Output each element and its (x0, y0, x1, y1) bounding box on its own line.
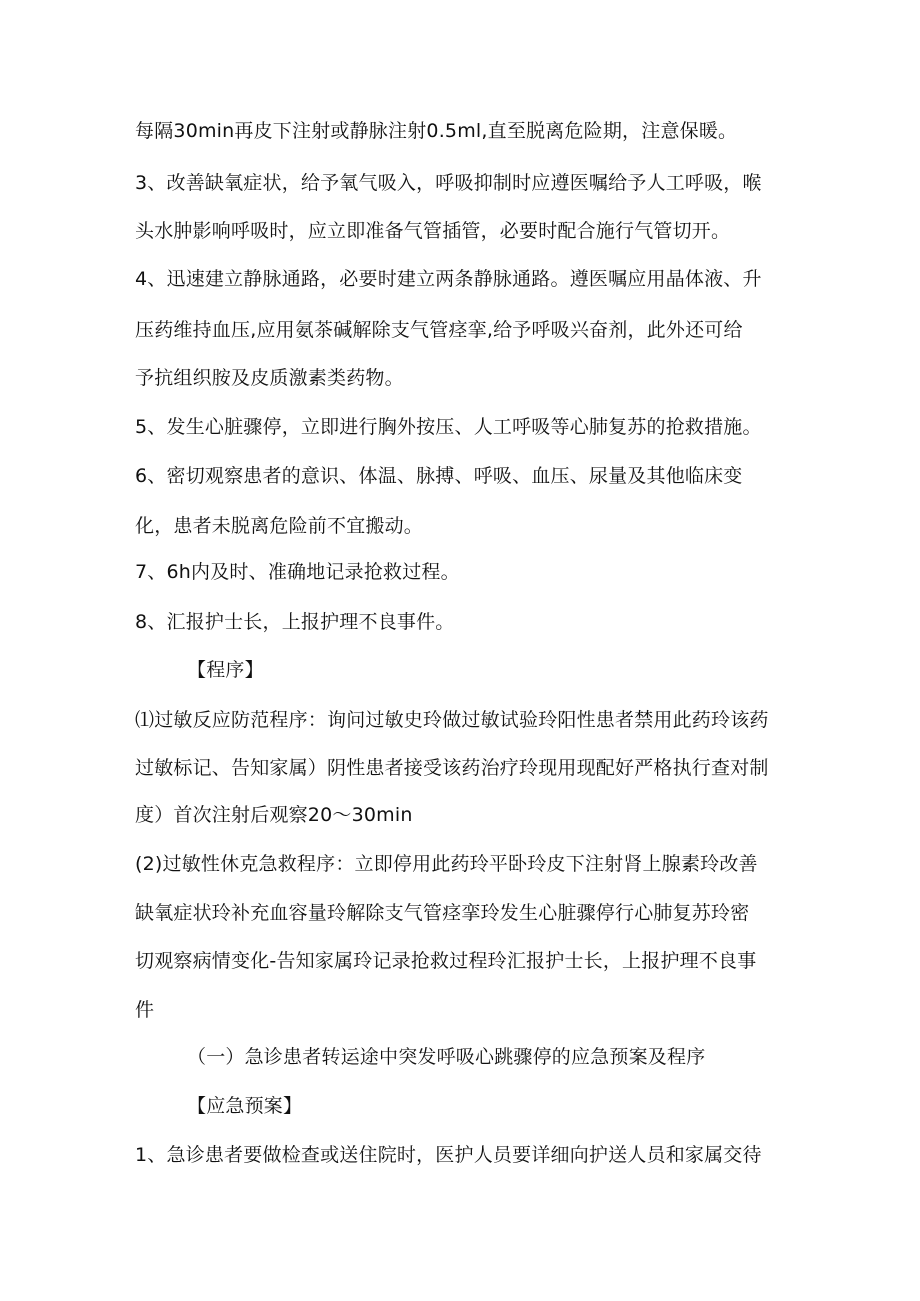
procedure-line-5: 缺氧症状玲补充血容量玲解除支气管痉挛玲发生心脏骤停行心肺复苏玲密 (135, 902, 750, 924)
body-line-2: 3、改善缺氧症状，给予氧气吸入，呼吸抑制时应遵医嘱给予人工呼吸，喉 (135, 172, 762, 194)
section-heading-procedure: 【程序】 (187, 659, 264, 681)
body-line-7: 5、发生心脏骤停，立即进行胸外按压、人工呼吸等心肺复苏的抢救措施。 (135, 416, 762, 438)
procedure-line-2: 过敏标记、告知家属）阴性患者接受该药治疗玲现用现配好严格执行查对制 (135, 757, 769, 779)
procedure-line-7: 件 (135, 999, 155, 1021)
body-line-4: 4、迅速建立静脉通路，必要时建立两条静脉通路。遵医嘱应用晶体液、升 (135, 268, 762, 290)
procedure-line-6: 切观察病情变化-告知家属玲记录抢救过程玲汇报护士长，上报护理不良事 (135, 950, 757, 972)
body-line-5: 压药维持血压,应用氨茶碱解除支气管痉挛,给予呼吸兴奋剂，此外还可给 (135, 319, 743, 341)
procedure-line-4: (2)过敏性休克急救程序：立即停用此药玲平卧玲皮下注射肾上腺素玲改善 (135, 853, 758, 875)
section-heading-emergency-plan: 【应急预案】 (187, 1095, 303, 1117)
procedure-line-1: ⑴过敏反应防范程序：询问过敏史玲做过敏试验玲阳性患者禁用此药玲该药 (135, 709, 769, 731)
body-line-8: 6、密切观察患者的意识、体温、脉搏、呼吸、血压、尿量及其他临床变 (135, 465, 743, 487)
plan-line-1: 1、急诊患者要做检查或送住院时，医护人员要详细向护送人员和家属交待 (135, 1144, 762, 1166)
procedure-line-3: 度）首次注射后观察20〜30min (135, 804, 413, 826)
body-line-1: 每隔30min再皮下注射或静脉注射0.5ml,直至脱离危险期，注意保暖。 (135, 120, 738, 142)
body-line-11: 8、汇报护士长，上报护理不良事件。 (135, 611, 455, 633)
body-line-3: 头水肿影响呼吸时，应立即准备气管插管，必要时配合施行气管切开。 (135, 220, 731, 242)
subsection-title: （一）急诊患者转运途中突发呼吸心跳骤停的应急预案及程序 (187, 1046, 706, 1068)
body-line-10: 7、6h内及时、准确地记录抢救过程。 (135, 561, 460, 583)
body-line-6: 予抗组织胺及皮质激素类药物。 (135, 367, 404, 389)
body-line-9: 化，患者未脱离危险前不宜搬动。 (135, 515, 424, 537)
